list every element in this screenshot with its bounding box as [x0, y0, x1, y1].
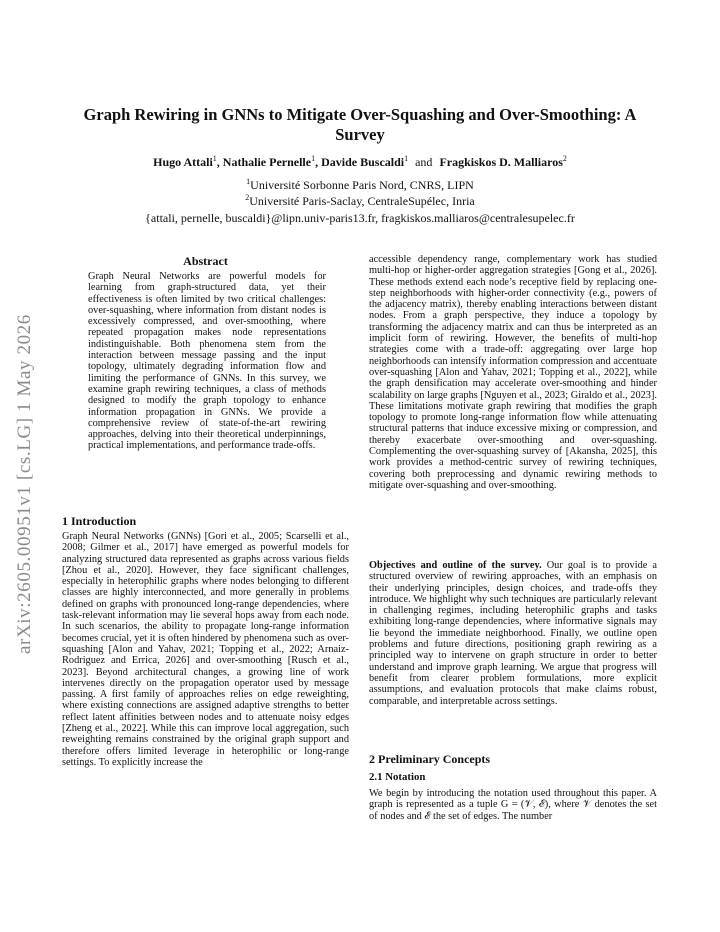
section-heading-preliminary: 2 Preliminary Concepts [369, 752, 491, 766]
right-column-continuation: accessible dependency range, complementary work has studied multi-hop or higher-order aggregation strategies [Gong et al., 2026]. These methods extend each node’s receptive field by replacing one-step neighborhoods with higher-order connectivity (e.g., powers of the adjacency matrix), thereby enabling interactions between distant nodes. From a graph perspective, they induce a topology by transforming the adjacency matrix and can thus be interpreted as an implicit form of rewiring. However, the benefits of multi-hop strategies come with a trade-off: aggregating over large hop neighborhoods can intensify information compression and accentuate over-squashing [Alon and Yahav, 2021; Topping et al., 2022], while the graph densification may accelerate over-smoothing and hinder scalability on large graphs [Nguyen et al., 2023; Giraldo et al., 2023]. These limitations motivate graph rewiring that modifies the graph topology to promote long-range information flow while attenuating structural patterns that induce excessive mixing or compression, and thereby exacerbate over-smoothing and over-squashing. Complementing the over-squashing survey of [Akansha, 2025], this work provides a method-centric survey of rewiring techniques, covering both preprocessing and dynamic rewiring methods to mitigate over-squashing and over-smoothing. [369, 254, 657, 491]
section-heading-introduction: 1 Introduction [62, 514, 137, 528]
objectives-lead: Objectives and outline of the survey. [369, 560, 542, 571]
author-affiliation-mark: 2 [562, 154, 567, 163]
affiliation-mark: 2 [245, 193, 250, 202]
author-name: Fragkiskos D. Malliaros [439, 155, 563, 169]
affiliation-mark: 1 [246, 177, 251, 186]
author-name: Nathalie Pernelle [222, 155, 312, 169]
notation-body: We begin by introducing the notation used throughout this paper. A graph is represented as a tuple G = (𝒱, ℰ), where 𝒱 denotes the set of nodes and ℰ the set of edges. The number [369, 788, 657, 822]
affiliation-line [60, 177, 660, 193]
author-name: Hugo Attali [153, 155, 213, 169]
author-affiliation-mark: 1 [311, 154, 316, 163]
subsection-heading-notation: 2.1 Notation [369, 771, 426, 783]
author-emails: {attali, pernelle, buscaldi}@lipn.univ-paris13.fr, fragkiskos.malliaros@centralesupelec.fr [145, 211, 575, 225]
author-affiliation-mark: 1 [404, 154, 409, 163]
arxiv-stamp: arXiv:2605.00951v1 [cs.LG] 1 May 2026 [14, 314, 35, 654]
paper-title: Graph Rewiring in GNNs to Mitigate Over-Squashing and Over-Smoothing: A Survey [83, 105, 637, 144]
objectives-paragraph [369, 560, 657, 707]
author-name: Davide Buscaldi [321, 155, 405, 169]
introduction-body: Graph Neural Networks (GNNs) [Gori et al., 2005; Scarselli et al., 2008; Gilmer et al., 2017] have emerged as powerful models for analyzing structured data represented as graphs across various fields [Zhou et al., 2020]. However, they face significant challenges, especially in heterophilic graphs where nodes belonging to different classes are highly interconnected, and more generally in problems defined on graphs with pronounced long-range dependencies, where task-relevant information may lie several hops away from each node. In such scenarios, the ability to propagate long-range information becomes crucial, yet it is often hindered by phenomena such as over-squashing [Alon and Yahav, 2021; Topping et al., 2022; Arnaiz-Rodriguez and Errica, 2026] and over-smoothing [Rusch et al., 2023]. Beyond architectural changes, a growing line of work intervenes directly on the propagation operator used by message passing. A first family of approaches relies on edge reweighting, where existing connections are assigned adaptive strengths to better reflect latent affinities between nodes and to attenuate noisy edges [Zheng et al., 2022]. While this can improve local aggregation, such reweighting remains constrained by the original graph support and therefore offers limited leverage in heterophilic or long-range settings. To explicitly increase the [62, 531, 349, 768]
affiliation-text: Université Sorbonne Paris Nord, CNRS, LIPN [250, 178, 474, 192]
and-word: and [415, 155, 433, 169]
author-affiliation-mark: 1 [212, 154, 217, 163]
affiliation-line [60, 193, 660, 209]
abstract-body: Graph Neural Networks are powerful models for learning from graph-structured data, yet their effectiveness is often limited by two critical challenges: over-squashing, where information from distant nodes is excessively compressed, and over-smoothing, where repeated propagation makes node representations indistinguishable. Both phenomena stem from the interaction between message passing and the input topology, ultimately degrading information flow and limiting the performance of GNNs. In this survey, we examine graph rewiring techniques, a class of methods designed to modify the graph topology to enhance information propagation in GNNs. We provide a comprehensive review of state-of-the-art rewiring approaches, delving into their theoretical underpinnings, practical implementations, and performance trade-offs. [88, 271, 326, 452]
author-list: Hugo Attali$^1$, Nathalie Pernelle$^1$, Davide Buscaldi$^1$ and Fragkiskos D. Malliaros$^2$ [153, 154, 567, 169]
objectives-body: Our goal is to provide a structured overview of rewiring approaches, with an emphasis on their underlying principles, design choices, and trade-offs they introduce. We highlight why such techniques are particularly relevant in challenging regimes, including heterophilic graphs and tasks exhibiting long-range dependencies, where informative signals may lie beyond the immediate neighborhood. Finally, we outline open problems and future directions, positioning graph rewiring as a principled way to intervene on graph structure in order to better understand and improve graph learning. We argue that progress will benefit from clearer problem formulations, more explicit assumptions, and evaluation protocols that make claims robust, comparable, and interpretable across settings. [369, 560, 657, 707]
abstract-heading: Abstract [183, 254, 228, 268]
affiliation-text: Université Paris-Saclay, CentraleSupélec, Inria [249, 194, 475, 208]
